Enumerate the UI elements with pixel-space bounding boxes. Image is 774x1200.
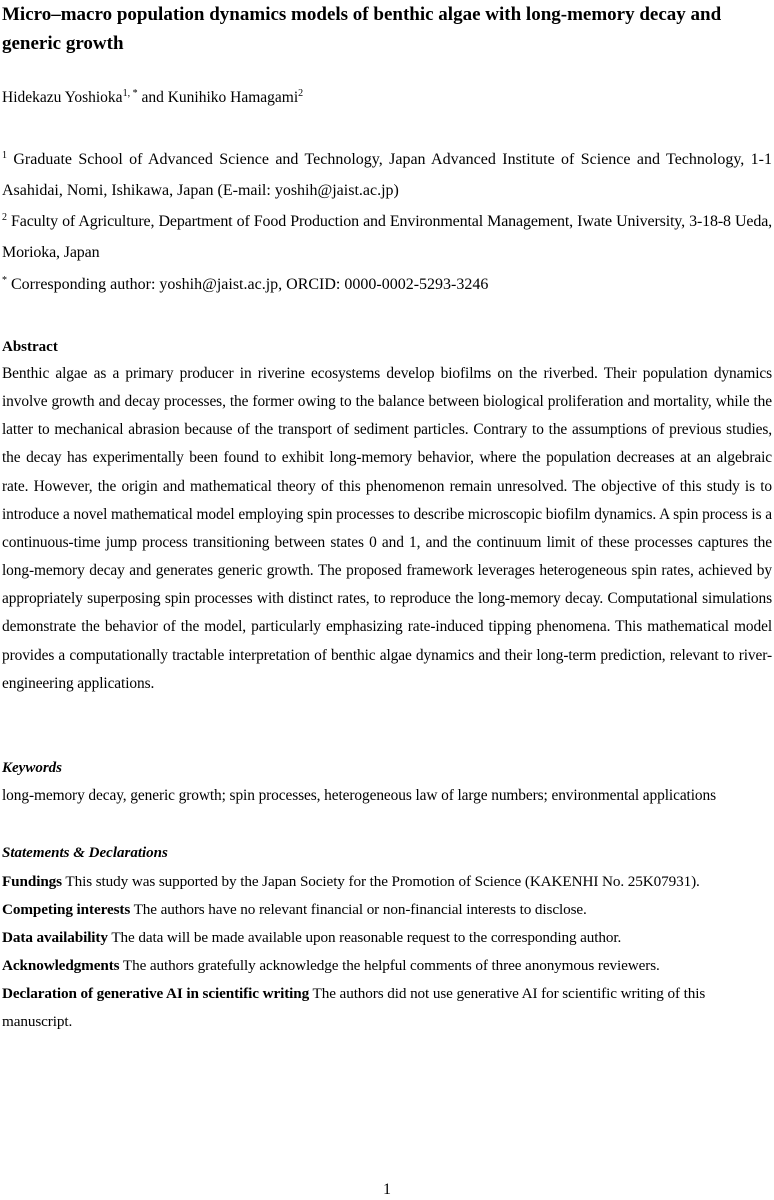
affiliation-text: Graduate School of Advanced Science and Technology, Japan Advanced Institute of Science and Technology, 1-1 Asahidai, Nomi, Ishikawa, Japan (E-mail: yoshih@jaist.ac.jp) (2, 151, 772, 199)
keywords-text: long-memory decay, generic growth; spin processes, heterogeneous law of large numbers; environmental applications (2, 787, 716, 804)
statement-text: The authors did not use generative AI for scientific writing of this manuscript. (2, 985, 706, 1030)
statement-text: The data will be made available upon reasonable request to the corresponding author. (107, 929, 622, 946)
author-list (2, 86, 303, 110)
author-affiliation-mark: 2 (298, 88, 304, 99)
abstract-heading: Abstract (2, 339, 58, 355)
statement-label: Declaration of generative AI in scientific writing (2, 985, 310, 1002)
statement-competing-interests (2, 896, 772, 924)
affiliation-mark: 1 (2, 150, 7, 161)
statement-generative-ai (2, 980, 772, 1036)
statement-label: Acknowledgments (2, 957, 120, 974)
page-number: 1 (383, 1181, 391, 1198)
abstract-text: Benthic algae as a primary producer in riverine ecosystems develop biofilms on the riverbed. Their population dynamics involve growth and decay processes, the former owing to the balance between biological proliferation and mortality, while the latter to mechanical abrasion because of the transport of sediment particles. Contrary to the assumptions of previous studies, the decay has experimentally been found to exhibit long-memory behavior, where the population decreases at an algebraic rate. However, the origin and mathematical theory of this phenomenon remain unresolved. The objective of this study is to introduce a novel mathematical model employing spin processes to describe microscopic biofilm dynamics. A spin process is a continuous-time jump process transitioning between states 0 and 1, and the continuum limit of these processes captures the long-memory decay and generates generic growth. The proposed framework leverages heterogeneous spin rates, achieved by appropriately superposing spin processes with distinct rates, to reproduce the long-memory decay. Computational simulations demonstrate the behavior of the model, particularly emphasizing rate-induced tipping phenomena. This mathematical model provides a computationally tractable interpretation of benthic algae dynamics and their long-term prediction, relevant to river-engineering applications. (2, 365, 772, 692)
statement-text: This study was supported by the Japan Society for the Promotion of Science (KAKENHI No. 25K07931). (62, 873, 700, 890)
author-name: Hidekazu Yoshioka (2, 89, 123, 106)
affiliation-mark: 2 (2, 212, 7, 223)
statement-text: The authors have no relevant financial or non-financial interests to disclose. (130, 901, 587, 918)
statements-list (2, 868, 772, 1036)
statement-text: The authors gratefully acknowledge the helpful comments of three anonymous reviewers. (119, 957, 660, 974)
affiliation-2 (2, 206, 772, 268)
author-connector: and (137, 89, 168, 106)
corresponding-text: Corresponding author: yoshih@jaist.ac.jp, ORCID: 0000-0002-5293-3246 (7, 276, 489, 293)
statement-label: Fundings (2, 873, 62, 890)
paper-title: Micro–macro population dynamics models of benthic algae with long-memory decay and generic growth (2, 4, 722, 54)
corresponding-mark: * (2, 275, 7, 286)
statement-fundings (2, 868, 772, 896)
affiliation-1 (2, 144, 772, 206)
statement-acknowledgments (2, 952, 772, 980)
author-affiliation-mark: 1, * (122, 88, 138, 99)
affiliation-text: Faculty of Agriculture, Department of Food Production and Environmental Management, Iwate University, 3-18-8 Ueda, Morioka, Japan (2, 213, 772, 261)
author-name: Kunihiko Hamagami (167, 89, 299, 106)
statement-data-availability (2, 924, 772, 952)
keywords-heading: Keywords (2, 760, 62, 776)
statement-label: Competing interests (2, 901, 131, 918)
corresponding-author (2, 269, 488, 300)
statement-label: Data availability (2, 929, 108, 946)
statements-heading: Statements & Declarations (2, 845, 168, 861)
